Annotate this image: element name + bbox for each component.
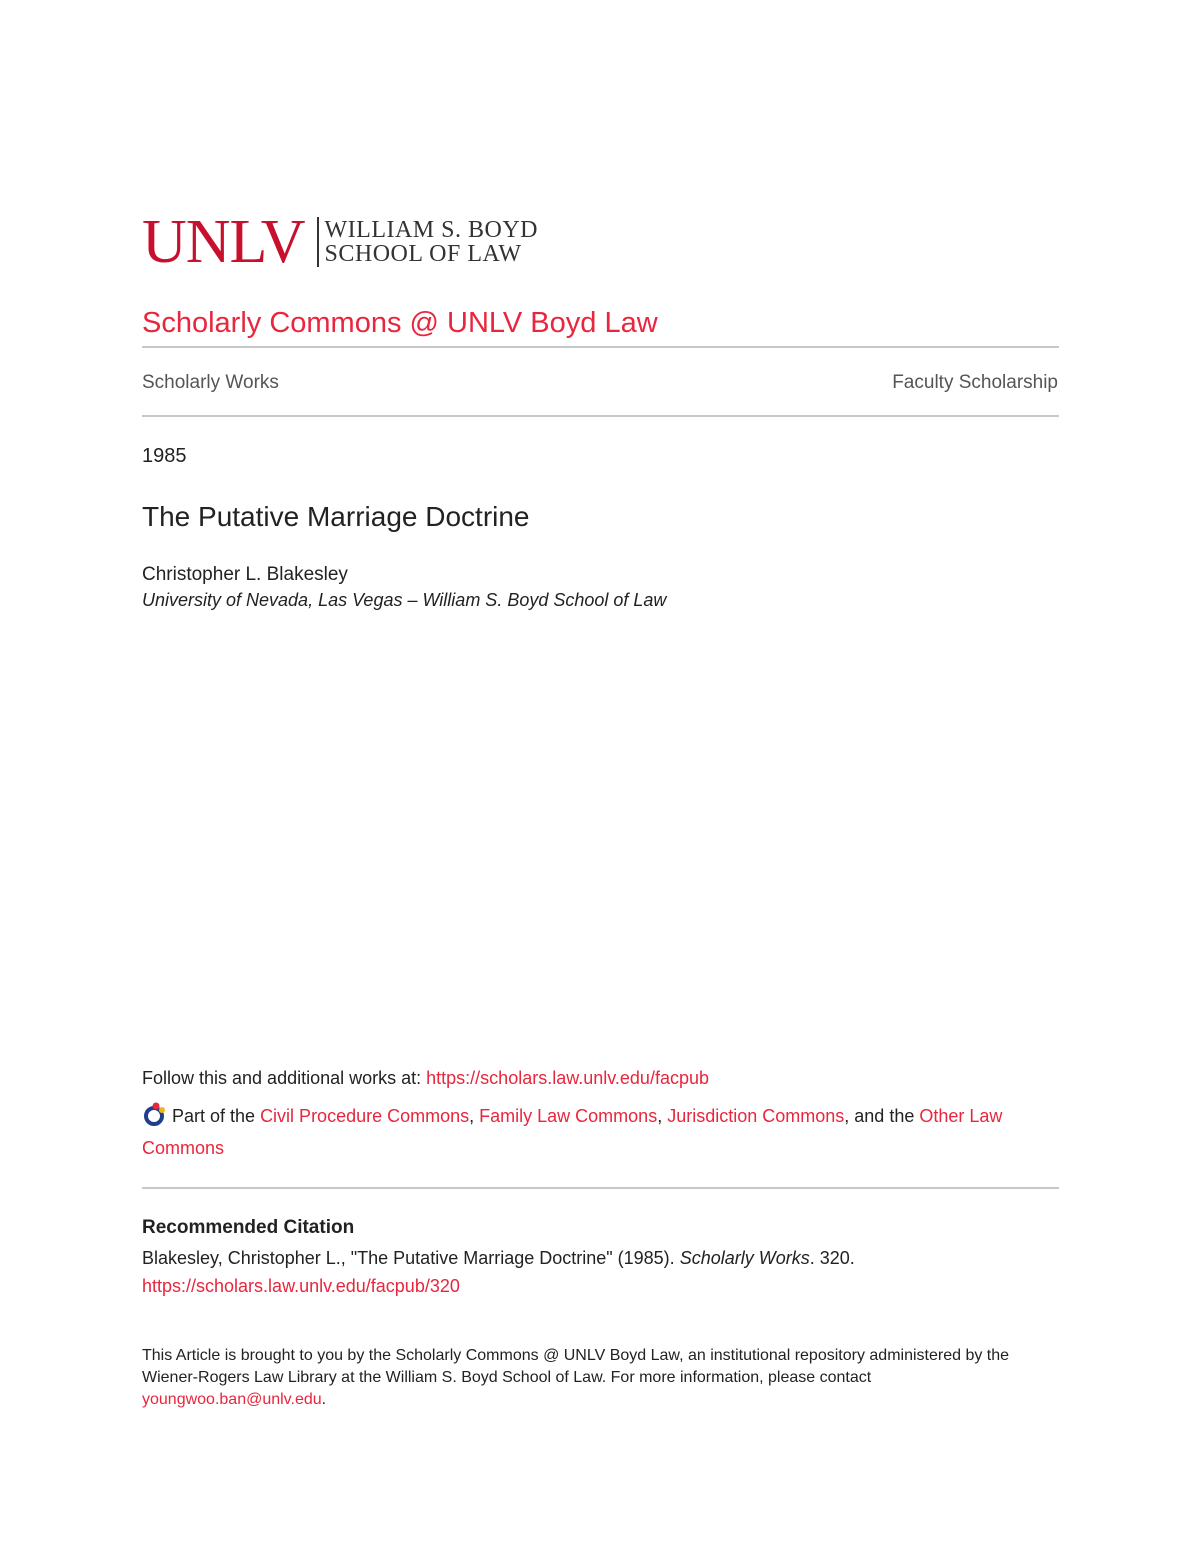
article-title: The Putative Marriage Doctrine (142, 501, 530, 532)
unlv-boyd-logo (142, 208, 538, 276)
repository-title: Scholarly Commons @ UNLV Boyd Law (142, 307, 658, 339)
logo-school-name (325, 218, 538, 266)
civil-procedure-commons-link[interactable]: Civil Procedure Commons (260, 1106, 470, 1126)
logo-unlv-mark: UNLV (142, 208, 305, 276)
notice-text: This Article is brought to you by the Scholarly Commons @ UNLV Boyd Law, an institutional repository administered by the Wiener-Rogers Law Library at the William S. Boyd School of Law. For more information, please contact (142, 1347, 1010, 1386)
other-law-commons-link[interactable]: Other Law Commons (142, 1106, 1003, 1158)
recommended-citation (142, 1244, 1062, 1300)
logo-school-line2: SCHOOL OF LAW (324, 241, 522, 267)
publication-year: 1985 (142, 445, 187, 467)
repository-notice (142, 1345, 1062, 1411)
jurisdiction-commons-link[interactable]: Jurisdiction Commons (667, 1106, 845, 1126)
logo-school-line1: WILLIAM S. BOYD (324, 217, 538, 243)
citation-link[interactable]: https://scholars.law.unlv.edu/facpub/320 (142, 1276, 460, 1296)
breadcrumb-faculty-scholarship: Faculty Scholarship (892, 372, 1058, 393)
divider-breadcrumb (142, 415, 1059, 417)
follow-link[interactable]: https://scholars.law.unlv.edu/facpub (426, 1068, 709, 1088)
breadcrumb-scholarly-works: Scholarly Works (142, 372, 279, 393)
part-of-commons (142, 1100, 1052, 1164)
part-of-separator: , and the (844, 1106, 920, 1126)
citation-number: . 320. (809, 1248, 855, 1268)
citation-text: Blakesley, Christopher L., "The Putative Marriage Doctrine" (1985). (142, 1248, 680, 1268)
author-affiliation: University of Nevada, Las Vegas – William S. Boyd School of Law (142, 590, 667, 610)
divider-top (142, 346, 1059, 348)
bepress-network-icon (142, 1101, 168, 1127)
notice-end: . (321, 1391, 327, 1408)
part-of-prefix: Part of the (172, 1106, 261, 1126)
contact-email-link[interactable]: youngwoo.ban@unlv.edu (142, 1391, 322, 1408)
logo-divider (317, 217, 319, 267)
follow-line (142, 1066, 709, 1090)
follow-prefix: Follow this and additional works at: (142, 1068, 427, 1088)
family-law-commons-link[interactable]: Family Law Commons (479, 1106, 658, 1126)
recommended-citation-heading: Recommended Citation (142, 1217, 355, 1238)
author-name: Christopher L. Blakesley (142, 564, 348, 585)
part-of-separator: , (469, 1106, 480, 1126)
divider-citation (142, 1187, 1059, 1189)
part-of-separator: , (657, 1106, 668, 1126)
citation-series: Scholarly Works (679, 1248, 810, 1268)
